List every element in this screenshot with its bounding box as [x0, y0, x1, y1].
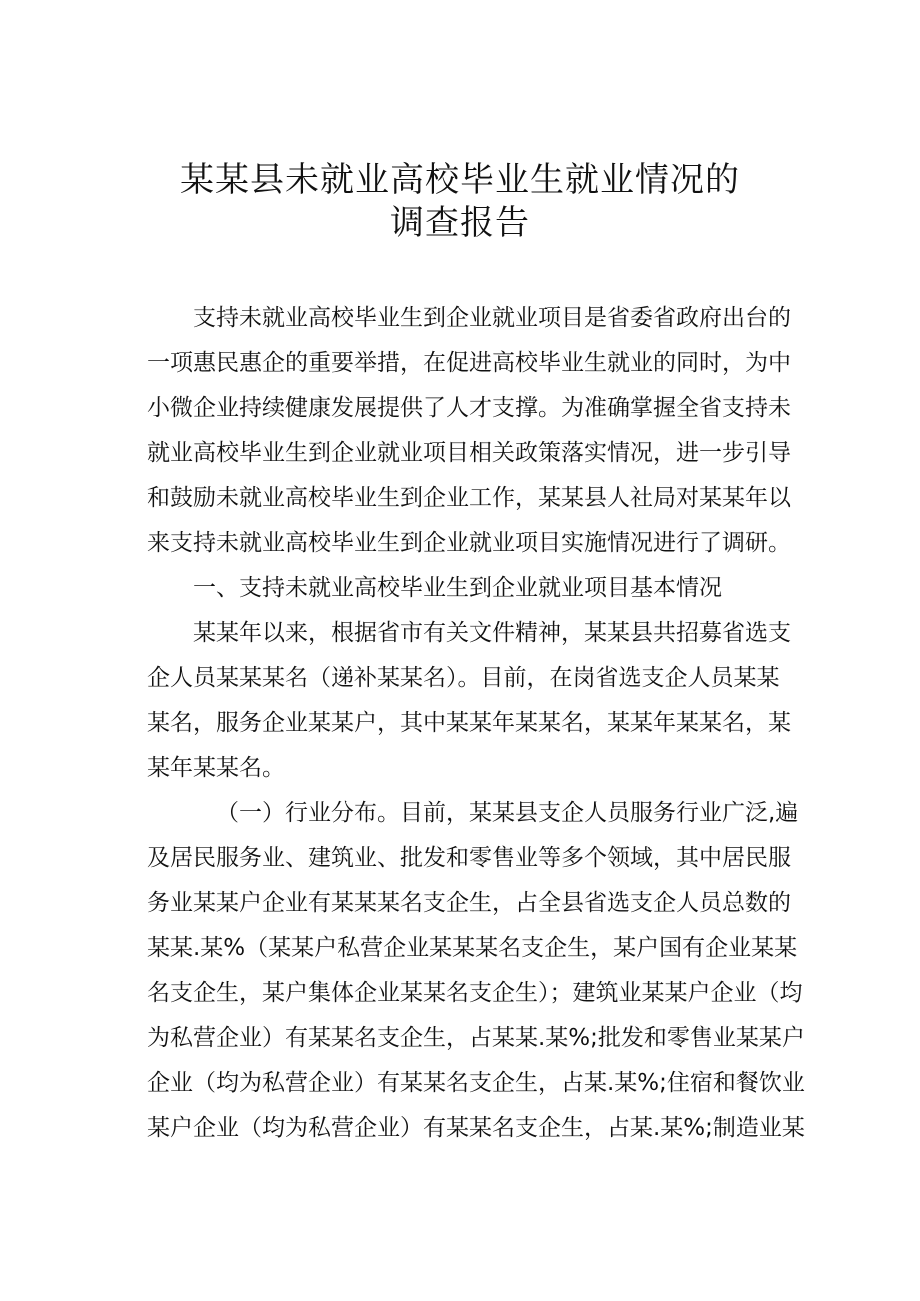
body-line: 就业高校毕业生到企业就业项目相关政策落实情况，进一步引导	[147, 440, 791, 466]
body-line: 务业某某户企业有某某某名支企生，占全县省选支企人员总数的	[147, 890, 791, 916]
body-line: 和鼓励未就业高校毕业生到企业工作，某某县人社局对某某年以	[147, 485, 791, 511]
body-line: 一项惠民惠企的重要举措，在促进高校毕业生就业的同时，为中	[147, 350, 791, 376]
body-line: 某某年以来，根据省市有关文件精神，某某县共招募省选支	[193, 620, 791, 646]
document-body	[147, 296, 807, 1151]
body-line: 某名，服务企业某某户，其中某某年某某名，某某年某某名，某	[147, 710, 791, 736]
document-title-line-1: 某某县未就业高校毕业生就业情况的	[180, 160, 740, 200]
body-line: 企人员某某某名（递补某某名）。目前，在岗省选支企人员某某	[147, 665, 780, 691]
document-title-line-2: 调查报告	[390, 203, 530, 243]
body-line: 小微企业持续健康发展提供了人才支撑。为准确掌握全省支持未	[147, 395, 791, 421]
subsection-line: （一）行业分布。目前，某某县支企人员服务行业广泛,遍	[216, 800, 799, 826]
body-line: 支持未就业高校毕业生到企业就业项目是省委省政府出台的	[193, 305, 791, 331]
body-line: 企业（均为私营企业）有某某名支企生，占某.某%;住宿和餐饮业	[147, 1070, 805, 1096]
body-line: 某年某某名。	[147, 755, 285, 781]
body-line: 为私营企业）有某某名支企生，占某某.某%;批发和零售业某某户	[147, 1025, 805, 1051]
body-line: 某某.某%（某某户私营企业某某某名支企生，某户国有企业某某	[147, 935, 798, 961]
section-heading: 一、支持未就业高校毕业生到企业就业项目基本情况	[193, 575, 722, 601]
body-line: 名支企生，某户集体企业某某名支企生）；建筑业某某户企业（均	[147, 980, 803, 1006]
body-line: 及居民服务业、建筑业、批发和零售业等多个领域，其中居民服	[147, 845, 791, 871]
body-line: 来支持未就业高校毕业生到企业就业项目实施情况进行了调研。	[147, 530, 791, 556]
body-line: 某户企业（均为私营企业）有某某名支企生，占某.某%;制造业某	[147, 1115, 805, 1141]
